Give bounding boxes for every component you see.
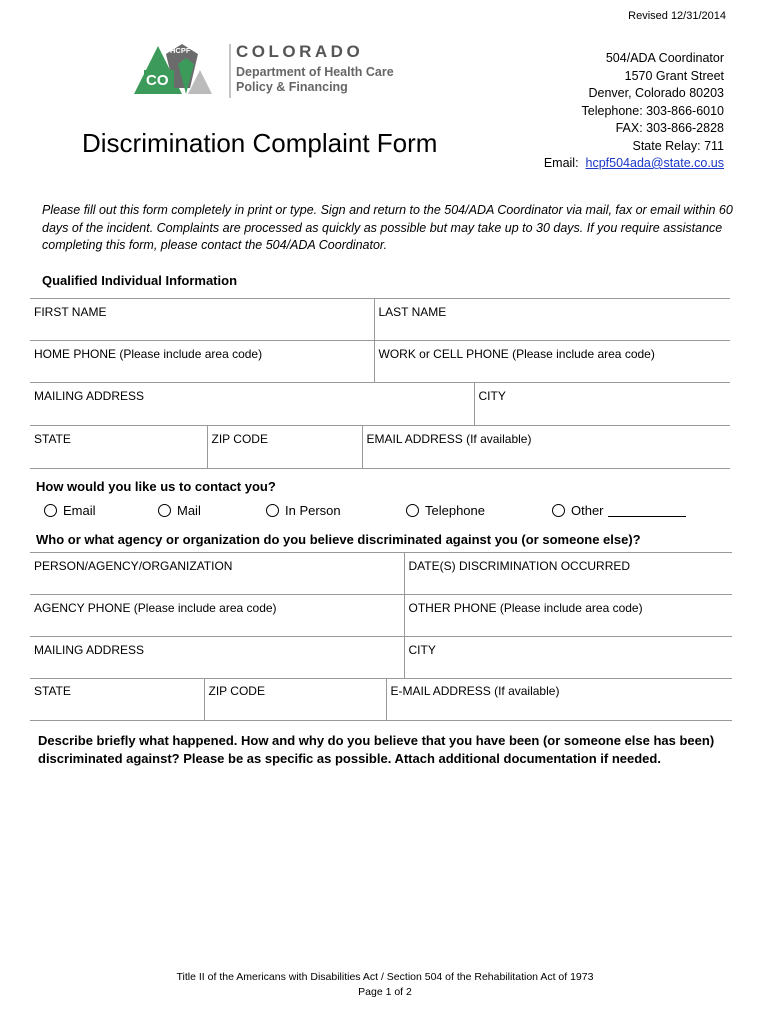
- radio-telephone[interactable]: [406, 504, 419, 517]
- agency-mailing-address-field[interactable]: MAILING ADDRESS: [30, 637, 404, 679]
- section1-title: Qualified Individual Information: [42, 273, 238, 288]
- logo-co-text: CO: [146, 72, 169, 89]
- hcpf-logo: [132, 42, 432, 100]
- mailing-address-field[interactable]: MAILING ADDRESS: [30, 383, 474, 425]
- work-phone-field[interactable]: WORK or CELL PHONE (Please include area code): [374, 341, 730, 383]
- contact-email-label: Email:: [543, 156, 579, 170]
- contact-email-link[interactable]: hcpf504ada@state.co.us: [585, 156, 724, 170]
- form-instructions: Please fill out this form completely in print or type. Sign and return to the 504/ADA Coordinator via mail, fax or email within 60 days of the incident. Complaints are processed as quickly as possible but may take up to 30 days. If you require assistance completing this form, please contact the 504/ADA Coordinator.: [42, 203, 733, 252]
- first-name-field[interactable]: FIRST NAME: [30, 299, 374, 341]
- describe-prompt: Describe briefly what happened. How and why do you believe that you have been (or someone else has been) discriminated against? Please be as specific as possible. Attach additional documentation if needed.: [38, 733, 715, 766]
- option-other[interactable]: Other: [552, 503, 686, 518]
- contact-pref-question: How would you like us to contact you?: [36, 479, 276, 494]
- logo-badge-text: HCPF: [170, 46, 191, 55]
- option-email[interactable]: Email: [44, 503, 96, 518]
- last-name-field[interactable]: LAST NAME: [374, 299, 730, 341]
- option-mail[interactable]: Mail: [158, 503, 201, 518]
- footer-page-number: Page 1 of 2: [358, 986, 412, 998]
- contact-telephone: Telephone: 303-866-6010: [581, 103, 724, 118]
- contact-email-row: [544, 155, 724, 173]
- individual-info-table: [30, 298, 730, 383]
- radio-in-person[interactable]: [266, 504, 279, 517]
- dates-field[interactable]: DATE(S) DISCRIMINATION OCCURRED: [404, 553, 732, 595]
- contact-title: 504/ADA Coordinator: [605, 51, 724, 65]
- logo-name: COLORADO: [236, 42, 364, 61]
- logo-sub-1: Department of Health Care: [236, 65, 394, 79]
- agency-city-field[interactable]: CITY: [404, 637, 732, 679]
- agency-info-table: [30, 552, 732, 679]
- footer-legal: Title II of the Americans with Disabilities Act / Section 504 of the Rehabilitation Act of 1973: [176, 971, 594, 983]
- other-phone-field[interactable]: OTHER PHONE (Please include area code): [404, 595, 732, 637]
- description-area[interactable]: [36, 815, 736, 955]
- other-input-line[interactable]: [608, 504, 686, 517]
- agency-phone-field[interactable]: AGENCY PHONE (Please include area code): [30, 595, 404, 637]
- contact-street: 1570 Grant Street: [624, 68, 724, 83]
- state-field[interactable]: STATE: [30, 426, 207, 468]
- agency-state-table: [30, 678, 732, 721]
- zip-field[interactable]: ZIP CODE: [207, 426, 362, 468]
- agency-email-field[interactable]: E-MAIL ADDRESS (If available): [386, 678, 732, 720]
- option-telephone[interactable]: Telephone: [406, 503, 485, 518]
- email-field[interactable]: EMAIL ADDRESS (If available): [362, 426, 730, 468]
- coordinator-contact: [544, 50, 724, 173]
- city-field[interactable]: CITY: [474, 383, 730, 425]
- contact-city: Denver, Colorado 80203: [588, 86, 724, 100]
- section2-question: Who or what agency or organization do you believe discriminated against you (or someone else)?: [36, 532, 641, 547]
- agency-state-field[interactable]: STATE: [30, 678, 204, 720]
- radio-email[interactable]: [44, 504, 57, 517]
- revised-date: Revised 12/31/2014: [628, 10, 726, 22]
- colorado-mountain-logo-icon: [132, 42, 232, 100]
- home-phone-field[interactable]: HOME PHONE (Please include area code): [30, 341, 374, 383]
- option-in-person[interactable]: In Person: [266, 503, 341, 518]
- radio-other[interactable]: [552, 504, 565, 517]
- agency-zip-field[interactable]: ZIP CODE: [204, 678, 386, 720]
- logo-sub-2: Policy & Financing: [236, 80, 348, 94]
- individual-state-table: [30, 426, 730, 469]
- person-agency-field[interactable]: PERSON/AGENCY/ORGANIZATION: [30, 553, 404, 595]
- form-title: Discrimination Complaint Form: [82, 128, 438, 158]
- radio-mail[interactable]: [158, 504, 171, 517]
- contact-relay: State Relay: 711: [632, 138, 724, 153]
- contact-fax: FAX: 303-866-2828: [615, 121, 724, 135]
- individual-address-table: [30, 383, 730, 426]
- page-footer: [0, 970, 770, 1000]
